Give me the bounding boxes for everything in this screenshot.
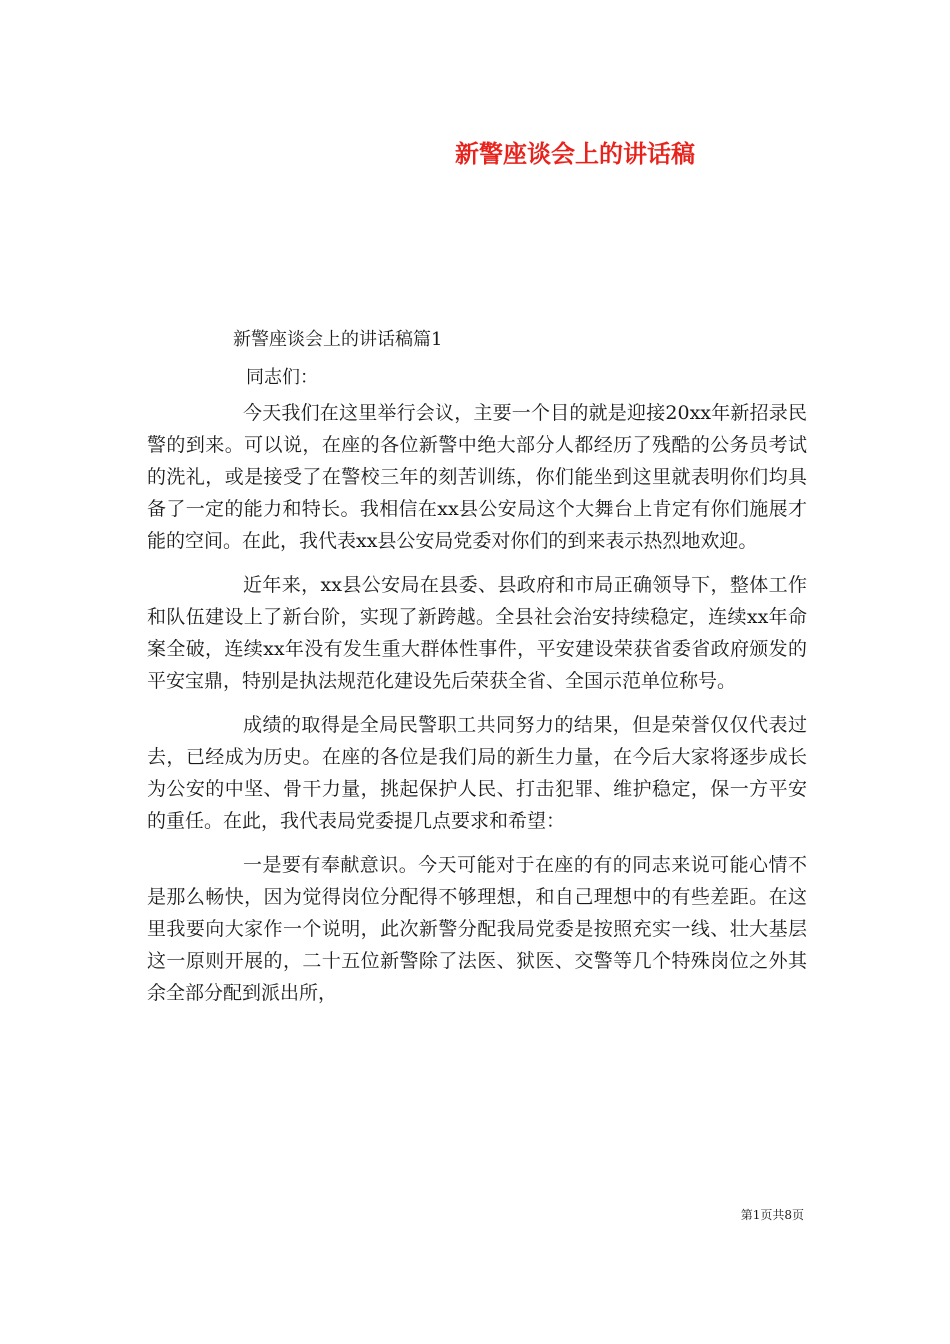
paragraph-1: 今天我们在这里举行会议，主要一个目的就是迎接20xx年新招录民警的到来。可以说，在座的各位新警中绝大部分人都经历了残酷的公务员考试的洗礼，或是接受了在警校三年的刻苦训练，你们能坐到这里就表明你们均具备了一定的能力和特长。我相信在xx县公安局这个大舞台上肯定有你们施展才能的空间。在此，我代表xx县公安局党委对你们的到来表示热烈地欢迎。 [147, 402, 807, 552]
page-number: 第1页共8页 [740, 1208, 804, 1222]
section-subtitle: 新警座谈会上的讲话稿篇1 [233, 329, 443, 350]
paragraph-2: 近年来，xx县公安局在县委、县政府和市局正确领导下，整体工作和队伍建设上了新台阶，实现了新跨越。全县社会治安持续稳定，连续xx年命案全破，连续xx年没有发生重大群体性事件，平安建设荣获省委省政府颁发的平安宝鼎，特别是执法规范化建设先后荣获全省、全国示范单位称号。 [147, 574, 807, 692]
greeting: 同志们： [246, 367, 318, 388]
page-title: 新警座谈会上的讲话稿 [455, 139, 695, 168]
paragraph-3: 成绩的取得是全局民警职工共同努力的结果，但是荣誉仅仅代表过去，已经成为历史。在座的各位是我们局的新生力量，在今后大家将逐步成长为公安的中坚、骨干力量，挑起保护人民、打击犯罪、维护稳定，保一方平安的重任。在此，我代表局党委提几点要求和希望： [147, 714, 807, 832]
paragraph-4: 一是要有奉献意识。今天可能对于在座的有的同志来说可能心情不是那么畅快，因为觉得岗位分配得不够理想，和自己理想中的有些差距。在这里我要向大家作一个说明，此次新警分配我局党委是按照充实一线、壮大基层这一原则开展的，二十五位新警除了法医、狱医、交警等几个特殊岗位之外其余全部分配到派出所， [147, 854, 807, 1004]
body-text [147, 397, 807, 1009]
